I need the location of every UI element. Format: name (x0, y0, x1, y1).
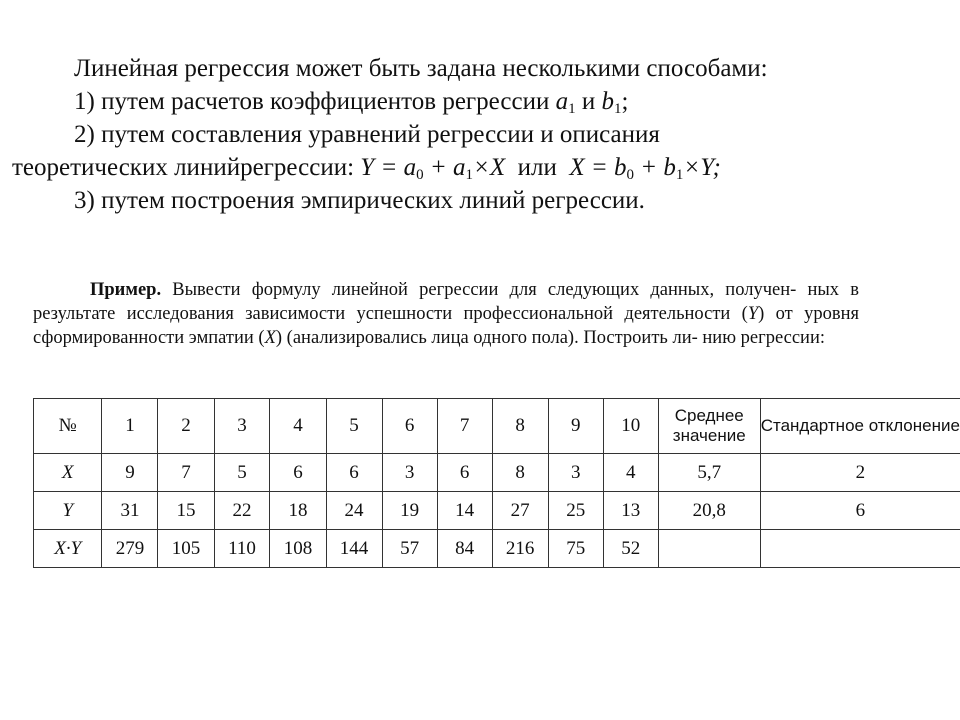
table-cell: 110 (214, 530, 270, 568)
header-col: 9 (548, 399, 603, 454)
table-cell: 84 (437, 530, 492, 568)
table-cell: 6 (270, 454, 326, 492)
equation-2-sub-a: 0 (626, 167, 634, 183)
table-cell: 22 (214, 492, 270, 530)
line-end: ; (621, 88, 629, 115)
example-var-x: X (264, 328, 276, 348)
example-text-2: ) от уровня сформированности эмпатии ( (33, 304, 859, 348)
table-cell: 13 (603, 492, 658, 530)
row-avg: 5,7 (658, 454, 760, 492)
table-cell: 6 (437, 454, 492, 492)
header-col: 2 (158, 399, 214, 454)
header-std: Стандартное отклонение (760, 399, 960, 454)
header-col: 8 (492, 399, 548, 454)
table-cell: 14 (437, 492, 492, 530)
row-std (760, 530, 960, 568)
example-text-3: ) (анализировались лица одного пола). Построить ли- нию регрессии: (275, 328, 825, 348)
row-label: X·Y (34, 530, 102, 568)
table-cell: 216 (492, 530, 548, 568)
header-col: 3 (214, 399, 270, 454)
intro-line-2-text: 1) путем расчетов коэффициентов регрессии (74, 88, 556, 115)
equation-2-part-c: ×Y; (683, 154, 721, 181)
table-cell: 31 (102, 492, 158, 530)
intro-line-2 (0, 85, 960, 118)
intro-line-5-text: 3) путем построения эмпирических линий регрессии. (74, 187, 645, 214)
header-col: 10 (603, 399, 658, 454)
header-number-label: № (34, 399, 102, 454)
coef-b-sub: 1 (614, 101, 622, 117)
table-cell: 52 (603, 530, 658, 568)
table-cell: 3 (382, 454, 437, 492)
equation-1-part-c: ×X (472, 154, 506, 181)
header-col: 7 (437, 399, 492, 454)
header-avg: Среднее значение (658, 399, 760, 454)
row-label: X (34, 454, 102, 492)
equation-or: или (505, 154, 570, 181)
table-cell: 3 (548, 454, 603, 492)
table-cell: 4 (603, 454, 658, 492)
intro-line-1 (0, 52, 960, 85)
table-cell: 7 (158, 454, 214, 492)
example-label: Пример. (90, 280, 162, 300)
table-cell: 25 (548, 492, 603, 530)
equation-1-part-b: + a (423, 154, 466, 181)
table-cell: 19 (382, 492, 437, 530)
coef-a: a (555, 88, 569, 115)
intro-line-1-text: Линейная регрессия может быть задана несколькими способами: (74, 55, 768, 82)
table-cell: 105 (158, 530, 214, 568)
table-row-y (34, 492, 960, 530)
intro-line-3 (0, 118, 960, 151)
example-paragraph (33, 278, 859, 350)
intro-line-4-text: теоретических линийрегрессии: (12, 154, 361, 181)
coef-b: b (601, 88, 614, 115)
equation-1-sub-b: 1 (465, 167, 473, 183)
table-cell: 144 (326, 530, 382, 568)
table-cell: 57 (382, 530, 437, 568)
intro-line-4 (0, 151, 960, 184)
coef-a-sub: 1 (568, 101, 576, 117)
table-cell: 108 (270, 530, 326, 568)
data-table (33, 398, 960, 568)
equation-2-sub-b: 1 (675, 167, 684, 183)
equation-2-part-a: X = b (569, 154, 627, 181)
intro-text (0, 52, 960, 217)
row-std: 6 (760, 492, 960, 530)
intro-line-3-text: 2) путем составления уравнений регрессии и описания (74, 121, 660, 148)
example-text-1: Вывести формулу линейной регрессии для следующих данных, получен- ных в результате исследования зависимости успешности профессиональной деятельности ( (33, 280, 859, 324)
table-cell: 27 (492, 492, 548, 530)
conjunction: и (575, 88, 602, 115)
equation-1-part-a: Y = a (360, 154, 417, 181)
header-col: 4 (270, 399, 326, 454)
row-avg (658, 530, 760, 568)
table-cell: 9 (102, 454, 158, 492)
example-var-y: Y (747, 304, 759, 324)
table-cell: 75 (548, 530, 603, 568)
table-header-row (34, 399, 960, 454)
table-cell: 279 (102, 530, 158, 568)
header-col: 5 (326, 399, 382, 454)
table-cell: 18 (270, 492, 326, 530)
table-cell: 15 (158, 492, 214, 530)
row-label: Y (34, 492, 102, 530)
equation-2-part-b: + b (634, 154, 676, 181)
table-row-xy (34, 530, 960, 568)
equation-1-sub-a: 0 (416, 167, 424, 183)
example-text (33, 278, 859, 350)
intro-line-5 (0, 184, 960, 217)
header-col: 6 (382, 399, 437, 454)
row-avg: 20,8 (658, 492, 760, 530)
table-cell: 6 (326, 454, 382, 492)
row-std: 2 (760, 454, 960, 492)
table-cell: 24 (326, 492, 382, 530)
table-cell: 8 (492, 454, 548, 492)
header-col: 1 (102, 399, 158, 454)
table-cell: 5 (214, 454, 270, 492)
table-row-x (34, 454, 960, 492)
